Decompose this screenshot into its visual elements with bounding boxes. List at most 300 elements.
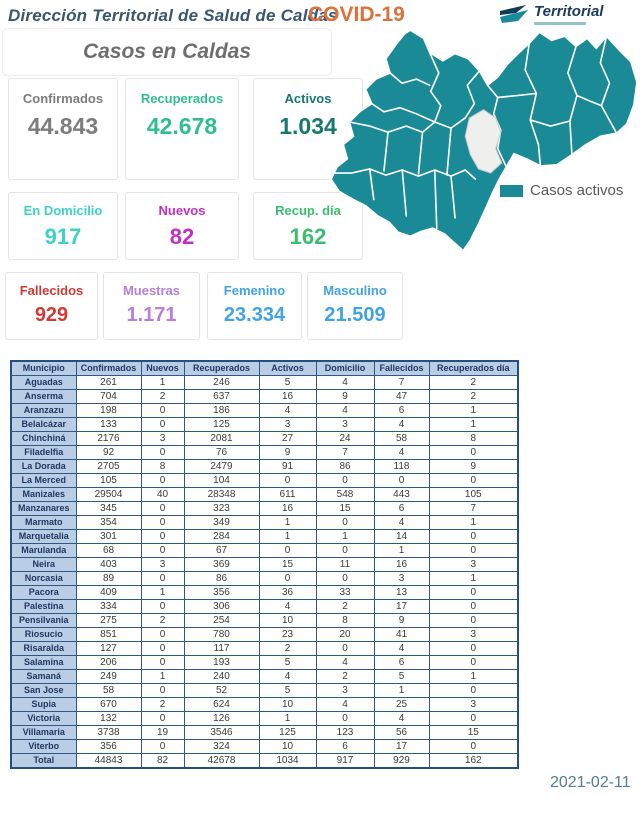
value-cell: 3 bbox=[429, 698, 518, 712]
value-cell: 0 bbox=[429, 474, 518, 488]
card-label: Activos bbox=[284, 91, 332, 106]
value-cell: 356 bbox=[184, 586, 259, 600]
value-cell: 67 bbox=[184, 544, 259, 558]
table-row bbox=[11, 544, 518, 558]
value-cell: 92 bbox=[76, 446, 141, 460]
value-cell: 15 bbox=[259, 558, 316, 572]
value-cell: 0 bbox=[429, 642, 518, 656]
value-cell: 9 bbox=[259, 446, 316, 460]
card-value: 1.171 bbox=[126, 304, 177, 326]
value-cell: 2 bbox=[316, 600, 374, 614]
municipio-cell: San Jose bbox=[11, 684, 76, 698]
table-row bbox=[11, 418, 518, 432]
value-cell: 13 bbox=[374, 586, 429, 600]
value-cell: 246 bbox=[184, 376, 259, 390]
value-cell: 0 bbox=[429, 544, 518, 558]
value-cell: 17 bbox=[374, 600, 429, 614]
value-cell: 33 bbox=[316, 586, 374, 600]
value-cell: 0 bbox=[259, 572, 316, 586]
value-cell: 443 bbox=[374, 488, 429, 502]
value-cell: 1 bbox=[429, 670, 518, 684]
value-cell: 7 bbox=[429, 502, 518, 516]
municipio-cell: Villamaria bbox=[11, 726, 76, 740]
value-cell: 58 bbox=[76, 684, 141, 698]
municipio-cell: Aguadas bbox=[11, 376, 76, 390]
legend-label: Casos activos bbox=[530, 182, 624, 199]
card-value: 162 bbox=[289, 224, 327, 249]
card-label: Muestras bbox=[122, 283, 181, 298]
value-cell: 611 bbox=[259, 488, 316, 502]
value-cell: 2 bbox=[141, 390, 184, 404]
value-cell: 8 bbox=[429, 432, 518, 446]
table-row bbox=[11, 516, 518, 530]
value-cell: 0 bbox=[141, 656, 184, 670]
value-cell: 36 bbox=[259, 586, 316, 600]
value-cell: 2 bbox=[429, 376, 518, 390]
value-cell: 104 bbox=[184, 474, 259, 488]
value-cell: 2176 bbox=[76, 432, 141, 446]
value-cell: 86 bbox=[184, 572, 259, 586]
value-cell: 4 bbox=[259, 670, 316, 684]
municipio-cell: Risaralda bbox=[11, 642, 76, 656]
value-cell: 29504 bbox=[76, 488, 141, 502]
value-cell: 7 bbox=[374, 376, 429, 390]
value-cell: 125 bbox=[184, 418, 259, 432]
value-cell: 8 bbox=[316, 614, 374, 628]
value-cell: 10 bbox=[259, 698, 316, 712]
value-cell: 3 bbox=[429, 628, 518, 642]
value-cell: 132 bbox=[76, 712, 141, 726]
municipio-cell: Pensilvania bbox=[11, 614, 76, 628]
value-cell: 42678 bbox=[184, 754, 259, 769]
value-cell: 206 bbox=[76, 656, 141, 670]
value-cell: 1 bbox=[429, 404, 518, 418]
value-cell: 7 bbox=[316, 446, 374, 460]
value-cell: 4 bbox=[316, 698, 374, 712]
value-cell: 6 bbox=[374, 404, 429, 418]
value-cell: 0 bbox=[141, 530, 184, 544]
value-cell: 0 bbox=[141, 446, 184, 460]
card-muestras bbox=[103, 272, 200, 340]
value-cell: 127 bbox=[76, 642, 141, 656]
value-cell: 9 bbox=[429, 460, 518, 474]
value-cell: 123 bbox=[316, 726, 374, 740]
value-cell: 1 bbox=[141, 376, 184, 390]
value-cell: 1 bbox=[429, 572, 518, 586]
value-cell: 198 bbox=[76, 404, 141, 418]
value-cell: 186 bbox=[184, 404, 259, 418]
value-cell: 275 bbox=[76, 614, 141, 628]
value-cell: 126 bbox=[184, 712, 259, 726]
value-cell: 2 bbox=[141, 614, 184, 628]
value-cell: 0 bbox=[429, 656, 518, 670]
value-cell: 14 bbox=[374, 530, 429, 544]
card-value: 21.509 bbox=[324, 304, 386, 326]
card-label: Femenino bbox=[223, 283, 286, 298]
table-row bbox=[11, 488, 518, 502]
municipio-cell: Pacora bbox=[11, 586, 76, 600]
municipio-cell: Marquetalia bbox=[11, 530, 76, 544]
table-row bbox=[11, 726, 518, 740]
table-row bbox=[11, 586, 518, 600]
value-cell: 4 bbox=[316, 404, 374, 418]
table-row bbox=[11, 404, 518, 418]
value-cell: 20 bbox=[316, 628, 374, 642]
table-row bbox=[11, 712, 518, 726]
value-cell: 356 bbox=[76, 740, 141, 754]
value-cell: 3 bbox=[259, 418, 316, 432]
value-cell: 25 bbox=[374, 698, 429, 712]
value-cell: 334 bbox=[76, 600, 141, 614]
value-cell: 0 bbox=[141, 600, 184, 614]
value-cell: 0 bbox=[316, 572, 374, 586]
value-cell: 240 bbox=[184, 670, 259, 684]
card-femenino bbox=[207, 272, 302, 340]
municipio-cell: Samaná bbox=[11, 670, 76, 684]
map-legend bbox=[500, 182, 623, 199]
value-cell: 162 bbox=[429, 754, 518, 769]
value-cell: 403 bbox=[76, 558, 141, 572]
table-row bbox=[11, 390, 518, 404]
municipio-cell: Viterbo bbox=[11, 740, 76, 754]
value-cell: 3 bbox=[316, 418, 374, 432]
col-header-nuevos: Nuevos bbox=[141, 361, 184, 376]
table-row bbox=[11, 446, 518, 460]
value-cell: 58 bbox=[374, 432, 429, 446]
value-cell: 1 bbox=[259, 712, 316, 726]
municipio-cell: Anserma bbox=[11, 390, 76, 404]
value-cell: 1034 bbox=[259, 754, 316, 769]
value-cell: 89 bbox=[76, 572, 141, 586]
table-header-row bbox=[11, 361, 518, 376]
value-cell: 0 bbox=[141, 740, 184, 754]
value-cell: 0 bbox=[141, 474, 184, 488]
municipio-cell: Riosucio bbox=[11, 628, 76, 642]
value-cell: 68 bbox=[76, 544, 141, 558]
municipio-cell: Marmato bbox=[11, 516, 76, 530]
value-cell: 52 bbox=[184, 684, 259, 698]
value-cell: 1 bbox=[374, 544, 429, 558]
value-cell: 354 bbox=[76, 516, 141, 530]
table-row bbox=[11, 572, 518, 586]
value-cell: 369 bbox=[184, 558, 259, 572]
value-cell: 0 bbox=[429, 740, 518, 754]
card-value: 42.678 bbox=[146, 113, 218, 139]
value-cell: 15 bbox=[429, 726, 518, 740]
card-value: 44.843 bbox=[27, 113, 99, 139]
value-cell: 125 bbox=[259, 726, 316, 740]
col-header-recuperados-dia: Recuperados día bbox=[429, 361, 518, 376]
value-cell: 133 bbox=[76, 418, 141, 432]
value-cell: 105 bbox=[76, 474, 141, 488]
value-cell: 0 bbox=[259, 544, 316, 558]
table-row bbox=[11, 628, 518, 642]
value-cell: 3 bbox=[429, 558, 518, 572]
value-cell: 11 bbox=[316, 558, 374, 572]
value-cell: 1 bbox=[141, 586, 184, 600]
report-date: 2021-02-11 bbox=[550, 774, 631, 791]
value-cell: 28348 bbox=[184, 488, 259, 502]
value-cell: 0 bbox=[141, 572, 184, 586]
value-cell: 2 bbox=[316, 670, 374, 684]
value-cell: 2081 bbox=[184, 432, 259, 446]
municipio-cell: Manzanares bbox=[11, 502, 76, 516]
value-cell: 118 bbox=[374, 460, 429, 474]
value-cell: 917 bbox=[316, 754, 374, 769]
subtitle: Casos en Caldas bbox=[82, 40, 252, 63]
value-cell: 3738 bbox=[76, 726, 141, 740]
logo-name: Territorial bbox=[534, 3, 604, 20]
value-cell: 0 bbox=[429, 600, 518, 614]
value-cell: 4 bbox=[374, 712, 429, 726]
municipio-cell: Neira bbox=[11, 558, 76, 572]
value-cell: 16 bbox=[259, 390, 316, 404]
table-row bbox=[11, 376, 518, 390]
col-header-fallecidos: Fallecidos bbox=[374, 361, 429, 376]
card-label: En Domicilio bbox=[23, 203, 103, 218]
value-cell: 4 bbox=[259, 404, 316, 418]
value-cell: 0 bbox=[141, 404, 184, 418]
value-cell: 4 bbox=[316, 656, 374, 670]
municipio-cell: Palestina bbox=[11, 600, 76, 614]
value-cell: 261 bbox=[76, 376, 141, 390]
table-row bbox=[11, 656, 518, 670]
table-row bbox=[11, 530, 518, 544]
value-cell: 5 bbox=[259, 376, 316, 390]
value-cell: 0 bbox=[141, 544, 184, 558]
value-cell: 76 bbox=[184, 446, 259, 460]
value-cell: 16 bbox=[259, 502, 316, 516]
card-label: Recup. día bbox=[275, 203, 341, 218]
value-cell: 1 bbox=[429, 516, 518, 530]
card-nuevos bbox=[125, 192, 239, 260]
table-row bbox=[11, 558, 518, 572]
table-row bbox=[11, 740, 518, 754]
municipio-cell: Victoria bbox=[11, 712, 76, 726]
value-cell: 704 bbox=[76, 390, 141, 404]
value-cell: 306 bbox=[184, 600, 259, 614]
value-cell: 1 bbox=[429, 418, 518, 432]
card-fallecidos bbox=[5, 272, 98, 340]
value-cell: 44843 bbox=[76, 754, 141, 769]
value-cell: 0 bbox=[141, 418, 184, 432]
value-cell: 10 bbox=[259, 740, 316, 754]
value-cell: 24 bbox=[316, 432, 374, 446]
card-value: 929 bbox=[34, 304, 69, 326]
table-row bbox=[11, 614, 518, 628]
value-cell: 9 bbox=[374, 614, 429, 628]
value-cell: 5 bbox=[259, 684, 316, 698]
municipio-cell: Chinchiná bbox=[11, 432, 76, 446]
table-row bbox=[11, 474, 518, 488]
card-confirmados bbox=[8, 78, 118, 180]
value-cell: 349 bbox=[184, 516, 259, 530]
table-row bbox=[11, 670, 518, 684]
municipio-cell: Manizales bbox=[11, 488, 76, 502]
value-cell: 780 bbox=[184, 628, 259, 642]
value-cell: 0 bbox=[259, 474, 316, 488]
page-title: Dirección Territorial de Salud de Caldas bbox=[8, 6, 338, 25]
value-cell: 2705 bbox=[76, 460, 141, 474]
covid-19-label: COVID-19 bbox=[308, 3, 405, 26]
value-cell: 4 bbox=[316, 376, 374, 390]
card-value: 1.034 bbox=[279, 113, 337, 139]
col-header-recuperados: Recuperados bbox=[184, 361, 259, 376]
value-cell: 324 bbox=[184, 740, 259, 754]
card-label: Nuevos bbox=[158, 203, 206, 218]
value-cell: 3 bbox=[141, 432, 184, 446]
value-cell: 56 bbox=[374, 726, 429, 740]
value-cell: 1 bbox=[259, 516, 316, 530]
value-cell: 3546 bbox=[184, 726, 259, 740]
value-cell: 2 bbox=[141, 698, 184, 712]
card-label: Fallecidos bbox=[19, 283, 84, 298]
value-cell: 91 bbox=[259, 460, 316, 474]
value-cell: 4 bbox=[374, 418, 429, 432]
value-cell: 0 bbox=[374, 474, 429, 488]
value-cell: 2 bbox=[259, 642, 316, 656]
value-cell: 0 bbox=[316, 474, 374, 488]
municipio-cell: Belalcázar bbox=[11, 418, 76, 432]
subtitle-panel bbox=[2, 28, 332, 76]
card-en-domicilio bbox=[8, 192, 118, 260]
value-cell: 1 bbox=[259, 530, 316, 544]
col-header-municipio: Municipio bbox=[11, 361, 76, 376]
value-cell: 117 bbox=[184, 642, 259, 656]
municipio-cell: Supia bbox=[11, 698, 76, 712]
card-label: Recuperados bbox=[140, 91, 224, 106]
table-row bbox=[11, 684, 518, 698]
value-cell: 47 bbox=[374, 390, 429, 404]
value-cell: 0 bbox=[316, 642, 374, 656]
value-cell: 5 bbox=[259, 656, 316, 670]
value-cell: 6 bbox=[374, 656, 429, 670]
value-cell: 0 bbox=[141, 712, 184, 726]
value-cell: 86 bbox=[316, 460, 374, 474]
value-cell: 301 bbox=[76, 530, 141, 544]
value-cell: 40 bbox=[141, 488, 184, 502]
legend-swatch bbox=[500, 185, 523, 197]
value-cell: 4 bbox=[259, 600, 316, 614]
value-cell: 0 bbox=[141, 502, 184, 516]
value-cell: 0 bbox=[429, 446, 518, 460]
value-cell: 2 bbox=[429, 390, 518, 404]
value-cell: 670 bbox=[76, 698, 141, 712]
municipio-cell: La Dorada bbox=[11, 460, 76, 474]
value-cell: 0 bbox=[141, 684, 184, 698]
value-cell: 0 bbox=[429, 586, 518, 600]
value-cell: 929 bbox=[374, 754, 429, 769]
table-row bbox=[11, 432, 518, 446]
value-cell: 624 bbox=[184, 698, 259, 712]
value-cell: 323 bbox=[184, 502, 259, 516]
value-cell: 0 bbox=[316, 516, 374, 530]
card-value: 82 bbox=[169, 224, 195, 249]
card-masculino bbox=[307, 272, 403, 340]
table-row bbox=[11, 698, 518, 712]
value-cell: 0 bbox=[429, 614, 518, 628]
value-cell: 27 bbox=[259, 432, 316, 446]
card-recuperados bbox=[125, 78, 239, 180]
value-cell: 1 bbox=[374, 684, 429, 698]
value-cell: 4 bbox=[374, 516, 429, 530]
value-cell: 9 bbox=[316, 390, 374, 404]
value-cell: 3 bbox=[374, 572, 429, 586]
value-cell: 82 bbox=[141, 754, 184, 769]
value-cell: 0 bbox=[429, 712, 518, 726]
value-cell: 1 bbox=[316, 530, 374, 544]
table-row bbox=[11, 460, 518, 474]
value-cell: 4 bbox=[374, 446, 429, 460]
value-cell: 10 bbox=[259, 614, 316, 628]
value-cell: 284 bbox=[184, 530, 259, 544]
value-cell: 345 bbox=[76, 502, 141, 516]
value-cell: 0 bbox=[429, 684, 518, 698]
value-cell: 0 bbox=[141, 628, 184, 642]
data-table bbox=[10, 360, 519, 769]
value-cell: 3 bbox=[316, 684, 374, 698]
value-cell: 0 bbox=[316, 712, 374, 726]
value-cell: 249 bbox=[76, 670, 141, 684]
caldas-map bbox=[325, 24, 640, 269]
table-row bbox=[11, 600, 518, 614]
municipio-cell: Aranzazu bbox=[11, 404, 76, 418]
table-row bbox=[11, 642, 518, 656]
value-cell: 0 bbox=[429, 530, 518, 544]
value-cell: 637 bbox=[184, 390, 259, 404]
card-value: 23.334 bbox=[223, 304, 286, 326]
value-cell: 193 bbox=[184, 656, 259, 670]
value-cell: 8 bbox=[141, 460, 184, 474]
value-cell: 105 bbox=[429, 488, 518, 502]
table-total-row bbox=[11, 754, 518, 769]
municipio-cell: Norcasia bbox=[11, 572, 76, 586]
municipio-cell: Filadelfia bbox=[11, 446, 76, 460]
municipality-table bbox=[10, 360, 519, 769]
table-body bbox=[11, 376, 518, 769]
value-cell: 0 bbox=[316, 544, 374, 558]
value-cell: 15 bbox=[316, 502, 374, 516]
value-cell: 19 bbox=[141, 726, 184, 740]
card-value: 917 bbox=[44, 224, 82, 249]
value-cell: 23 bbox=[259, 628, 316, 642]
value-cell: 254 bbox=[184, 614, 259, 628]
value-cell: 1 bbox=[141, 670, 184, 684]
card-label: Masculino bbox=[323, 283, 387, 298]
value-cell: 5 bbox=[374, 670, 429, 684]
value-cell: 6 bbox=[316, 740, 374, 754]
value-cell: 2479 bbox=[184, 460, 259, 474]
card-label: Confirmados bbox=[22, 91, 104, 106]
col-header-confirmados: Confirmados bbox=[76, 361, 141, 376]
table-row bbox=[11, 502, 518, 516]
municipio-cell: Salamina bbox=[11, 656, 76, 670]
value-cell: 0 bbox=[141, 642, 184, 656]
col-header-activos: Activos bbox=[259, 361, 316, 376]
value-cell: 548 bbox=[316, 488, 374, 502]
value-cell: 16 bbox=[374, 558, 429, 572]
col-header-domicilio: Domicilio bbox=[316, 361, 374, 376]
value-cell: 4 bbox=[374, 642, 429, 656]
value-cell: 851 bbox=[76, 628, 141, 642]
municipio-cell: Marulanda bbox=[11, 544, 76, 558]
value-cell: 3 bbox=[141, 558, 184, 572]
value-cell: 17 bbox=[374, 740, 429, 754]
municipio-cell: La Merced bbox=[11, 474, 76, 488]
value-cell: 409 bbox=[76, 586, 141, 600]
value-cell: 41 bbox=[374, 628, 429, 642]
value-cell: 0 bbox=[141, 516, 184, 530]
